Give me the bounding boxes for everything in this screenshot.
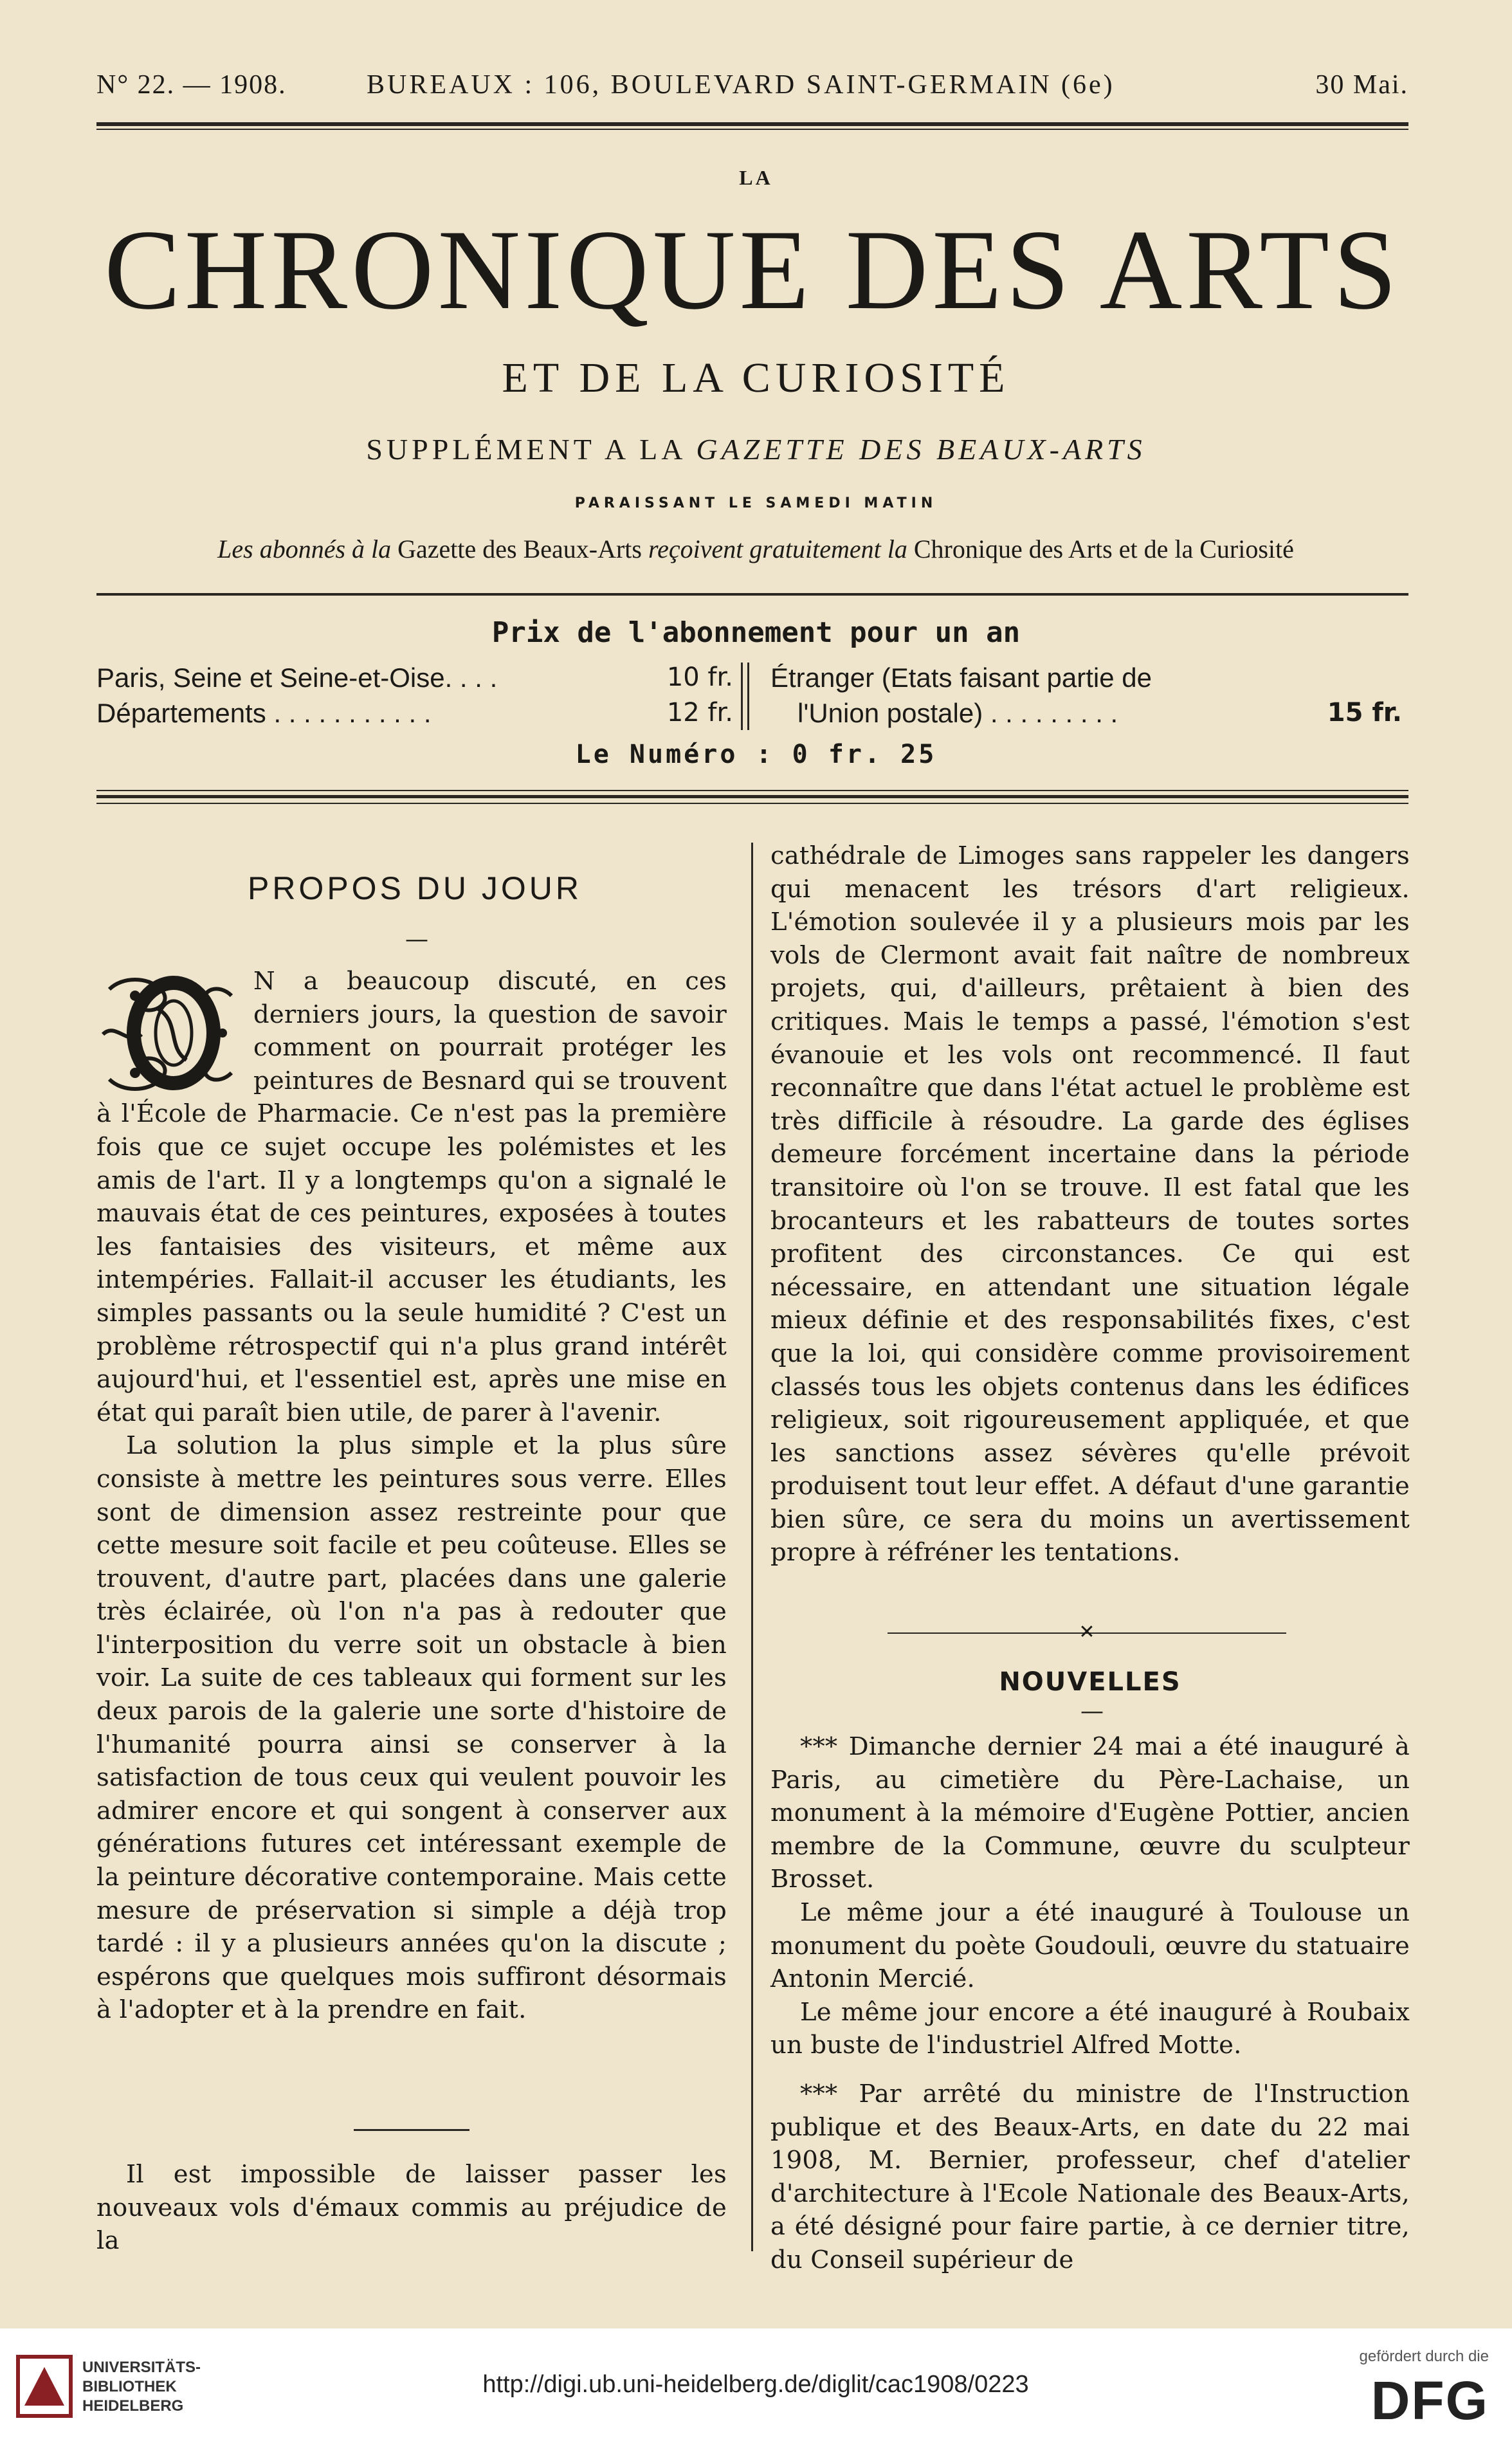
- left-column-continued: [96, 2158, 727, 2258]
- header-rule-thin: [96, 129, 1408, 130]
- issue-date: 30 Mai.: [1315, 70, 1408, 100]
- library-name: [82, 2358, 201, 2416]
- gefoerdert-label: gefördert durch die: [1359, 2348, 1489, 2365]
- nouvelles-dash: —: [1080, 1698, 1104, 1724]
- right-column-text: [770, 839, 1410, 1569]
- propos-paragraph-2: La solution la plus simple et la plus sûre consiste à mettre les peintures sous verre. Elles sont de dimension assez restreinte pour que cette mesure soit facile et peu coûteuse. Elles se trouvent, d'autre part, placées dans une galerie très éclairée, où l'on n'a pas à redouter que l'interposition du verre soit un obstacle à bien voir. La suite de ces tableaux qui forment sur les deux parois de la galerie une sorte d'histoire de l'humanité pourra ainsi se conserver à la satisfaction de tous ceux qui veulent pouvoir les admirer encore et qui songent à conserver aux générations futures cet intéressant exemple de la peinture décorative contemporaine. Mais cette mesure de préservation si simple a déjà trop tardé : il y a plusieurs années qu'on la discute ; espérons que quelques mois suffiront désormais à l'adopter et à la prendre en fait.: [96, 1431, 727, 2025]
- abonnes-part3: reçoivent gratuitement la: [648, 535, 907, 563]
- abonnes-part2: Gazette des Beaux-Arts: [397, 535, 642, 563]
- etranger-line2: [797, 698, 1402, 729]
- library-line-2: BIBLIOTHEK: [82, 2378, 177, 2395]
- masthead-title: CHRONIQUE DES ARTS: [104, 206, 1401, 333]
- separator-ornament: ✕: [1079, 1621, 1095, 1643]
- university-seal-icon: [15, 2354, 73, 2418]
- paris-label: Paris, Seine et Seine-et-Oise. . . .: [96, 663, 498, 693]
- dept-label: Départements . . . . . . . . . . .: [96, 698, 432, 728]
- dept-rate: [96, 698, 733, 729]
- abonnes-line: [96, 534, 1415, 564]
- library-line-3: HEIDELBERG: [82, 2397, 184, 2415]
- masthead-la: LA: [739, 166, 773, 189]
- subscription-rule-1: [96, 790, 1408, 791]
- issue-header-line: [96, 69, 1408, 114]
- numero-price: Le Numéro : 0 fr. 25: [575, 740, 937, 769]
- subscription-title: Prix de l'abonnement pour un an: [491, 616, 1021, 649]
- propos-paragraph-1: N a beaucoup discuté, en ces derniers jours, la question de savoir comment on pourrait protéger les peintures de Besnard qui se trouvent à l'École de Pharmacie. Ce n'est pas la première fois que ce sujet occupe les polémistes et les amis de l'art. Il y a longtemps qu'on a signalé le mauvais état de ces peintures, exposées à toutes les fantaisies des visiteurs, et même aux intempéries. Fallait-il accuser les étudiants, les simples passants ou la seule humidité ? C'est un problème rétrospectif qui n'a plus grand intérêt aujourd'hui, et l'essentiel est, après une mise en état qui paraît bien utile, de parer à l'avenir.: [96, 967, 727, 1427]
- etranger-label: l'Union postale) . . . . . . . . .: [797, 698, 1118, 728]
- etranger-price: 15 fr.: [1327, 698, 1402, 727]
- dropcap-o-ornament: [96, 970, 244, 1096]
- digital-url[interactable]: http://digi.ub.uni-heidelberg.de/diglit/cac1908/0223: [482, 2371, 1029, 2398]
- left-separator: [354, 2129, 469, 2131]
- bureaux-address: BUREAUX : 106, BOULEVARD SAINT-GERMAIN (6e): [367, 70, 1115, 100]
- supplement-line: [0, 432, 1512, 466]
- propos-dash: —: [405, 926, 428, 953]
- propos-paragraph-3: Il est impossible de laisser passer les nouveaux vols d'émaux commis au préjudice de la: [96, 2160, 727, 2256]
- news-item-bernier: *** Par arrêté du ministre de l'Instruction publique et des Beaux-Arts, en date du 22 mai 1908, M. Bernier, professeur, chef d'atelier d'architecture à l'Ecole Nationale des Beaux-Arts, a été désigné pour faire partie, à ce dernier titre, du Conseil supérieur de: [770, 2079, 1410, 2274]
- nouvelles-text: [770, 1730, 1410, 2277]
- news-item-goudouli: Le même jour a été inauguré à Toulouse un monument du poète Goudouli, œuvre du statuaire Antonin Mercié.: [770, 1897, 1410, 1994]
- masthead-rule: [96, 593, 1408, 596]
- issue-number: N° 22. — 1908.: [96, 70, 287, 100]
- paraissant-line: PARAISSANT LE SAMEDI MATIN: [574, 495, 938, 511]
- news-item-pottier: *** Dimanche dernier 24 mai a été inauguré à Paris, au cimetière du Père-Lachaise, un monument à la mémoire d'Eugène Pottier, ancien membre de la Commune, œuvre du sculpteur Brosset.: [770, 1732, 1410, 1894]
- abonnes-part4: Chronique des Arts et de la Curiosité: [913, 535, 1294, 563]
- subscription-rule-3: [96, 803, 1408, 804]
- column-divider: [751, 843, 753, 2251]
- subscription-rule-2: [96, 795, 1408, 798]
- abonnes-part1: Les abonnés à la: [217, 535, 392, 563]
- paris-rate: [96, 663, 733, 693]
- nouvelles-heading: NOUVELLES: [999, 1667, 1181, 1697]
- supplement-gazette: GAZETTE DES BEAUX-ARTS: [696, 433, 1146, 466]
- masthead-subtitle: ET DE LA CURIOSITÉ: [502, 354, 1010, 401]
- dfg-logo: DFG: [1371, 2370, 1489, 2431]
- rate-divider-left: [741, 663, 743, 730]
- ornament-o-icon: [96, 970, 244, 1096]
- digitization-footer: [0, 2328, 1512, 2441]
- rate-divider-right: [747, 663, 749, 730]
- news-item-motte: Le même jour encore a été inauguré à Roubaix un buste de l'industriel Alfred Motte.: [770, 1997, 1410, 2060]
- left-column-text: [96, 965, 727, 2027]
- propos-paragraph-4: cathédrale de Limoges sans rappeler les dangers qui menacent les trésors d'art religieux. L'émotion soulevée il y a plusieurs mois par les vols de Clermont avait fait naître de nombreux projets, qui, d'ailleurs, prêtaient à bien des critiques. Mais le temps a passé, l'émotion s'est évanouie et les vols ont recommencé. Il faut reconnaître que dans l'état actuel le problème est très difficile à résoudre. La garde des églises demeure forcément incertaine dans la période transitoire où l'on se trouve. Il est fatal que les brocanteurs et les rabatteurs de toutes sortes profitent des circonstances. Ce qui est nécessaire, en attendant une situation légale mieux définie et des responsabilités fixes, c'est que la loi, qui considère comme provisoirement classés tous les objets contenus dans les édifices religieux, soit rigoureusement appliquée, et que les sanctions assez sévères qu'elle prévoit produisent tout leur effet. A défaut d'une garantie bien sûre, ce sera du moins un avertissement propre à réfréner les tentations.: [770, 841, 1410, 1568]
- supplement-prefix: SUPPLÉMENT A LA: [366, 433, 685, 466]
- propos-heading: PROPOS DU JOUR: [247, 870, 583, 906]
- header-rule-thick: [96, 122, 1408, 126]
- paris-price: 10 fr.: [666, 663, 733, 692]
- dept-price: 12 fr.: [666, 698, 733, 727]
- library-line-1: UNIVERSITÄTS-: [82, 2359, 201, 2376]
- etranger-line1: Étranger (Etats faisant partie de: [770, 663, 1152, 693]
